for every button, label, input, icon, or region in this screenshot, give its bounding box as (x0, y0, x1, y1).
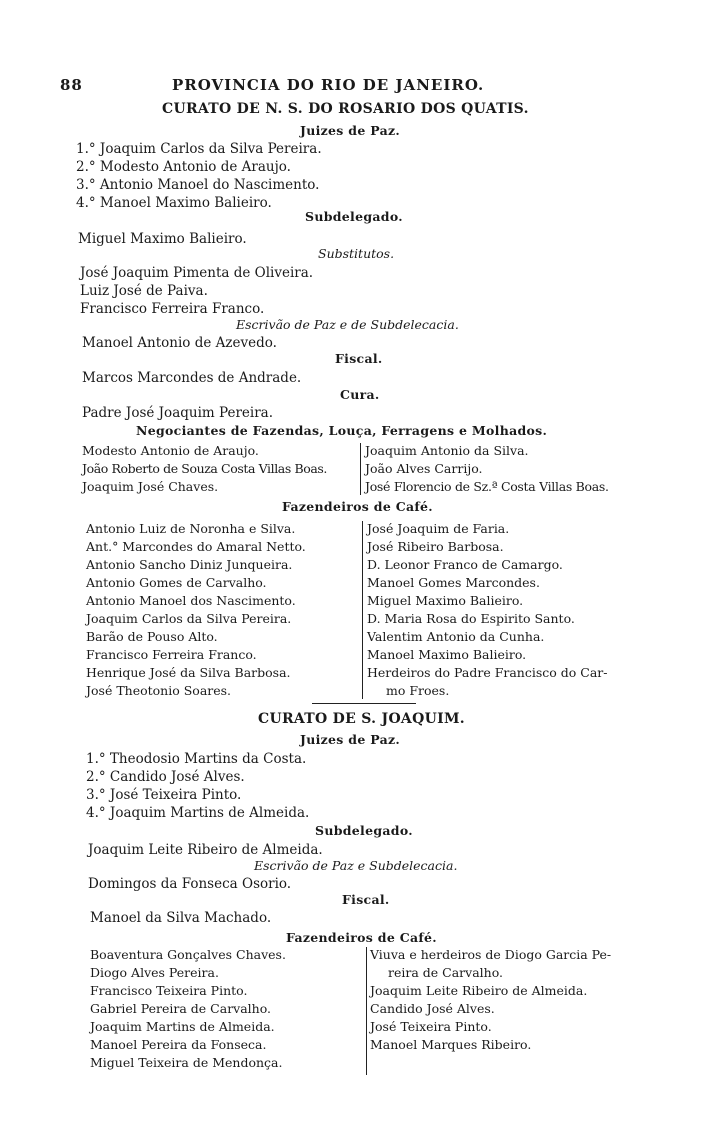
curato1-cura-heading: Cura. (340, 387, 380, 402)
curato2-fazendeiros-heading: Fazendeiros de Café. (286, 930, 437, 945)
curato2-subdelegado-heading: Subdelegado. (315, 823, 413, 838)
curato1-negociantes-heading: Negociantes de Fazendas, Louça, Ferragens e Molhados. (136, 423, 548, 438)
curato1-fazendeiros-heading: Fazendeiros de Café. (282, 499, 433, 514)
curato2-fazendeiro-left-1: Boaventura Gonçalves Chaves. (90, 947, 286, 962)
curato1-juiz-4: 4.° Manoel Maximo Balieiro. (76, 195, 272, 211)
curato1-subdelegado-heading: Subdelegado. (305, 209, 403, 224)
curato1-substituto-3: Francisco Ferreira Franco. (80, 301, 265, 317)
curato1-escrivao: Manoel Antonio de Azevedo. (82, 335, 277, 351)
curato1-fiscal-heading: Fiscal. (335, 351, 383, 366)
curato2-title: CURATO DE S. JOAQUIM. (258, 711, 465, 727)
curato2-fiscal: Manoel da Silva Machado. (90, 910, 272, 926)
curato2-fazendeiro-left-6: Manoel Pereira da Fonseca. (90, 1037, 267, 1052)
curato2-fazendeiro-right-5: José Teixeira Pinto. (370, 1019, 492, 1034)
curato1-substitutos-heading: Substitutos. (318, 246, 395, 261)
running-title: PROVINCIA DO RIO DE JANEIRO. (172, 76, 485, 94)
curato1-negociante-left-1: Modesto Antonio de Araujo. (82, 443, 259, 458)
curato2-subdelegado: Joaquim Leite Ribeiro de Almeida. (88, 842, 323, 858)
curato2-juiz-2: 2.° Candido José Alves. (86, 769, 245, 785)
curato2-fazendeiro-left-4: Gabriel Pereira de Carvalho. (90, 1001, 272, 1016)
curato2-column-divider (366, 947, 367, 1075)
curato1-negociante-right-1: Joaquim Antonio da Silva. (365, 443, 529, 458)
curato2-fazendeiro-left-5: Joaquim Martins de Almeida. (90, 1019, 275, 1034)
curato2-escrivao: Domingos da Fonseca Osorio. (88, 876, 292, 892)
curato1-fazendeiro-right-6: D. Maria Rosa do Espirito Santo. (367, 611, 575, 626)
curato1-fazendeiro-right-7: Valentim Antonio da Cunha. (367, 629, 545, 644)
curato1-fazendeiro-right-8: Manoel Maximo Balieiro. (367, 647, 527, 662)
curato2-fazendeiro-right-2: reira de Carvalho. (388, 965, 503, 980)
curato2-fazendeiro-right-1: Viuva e herdeiros de Diogo Garcia Pe- (370, 947, 612, 962)
curato1-negociante-left-3: Joaquim José Chaves. (82, 479, 219, 494)
page-number: 88 (60, 76, 83, 94)
curato1-fazendeiro-left-5: Antonio Manoel dos Nascimento. (86, 593, 296, 608)
curato1-juiz-3: 3.° Antonio Manoel do Nascimento. (76, 177, 320, 193)
curato1-negociante-right-3: José Florencio de Sz.ª Costa Villas Boas. (365, 479, 609, 494)
curato2-fazendeiro-left-7: Miguel Teixeira de Mendonça. (90, 1055, 283, 1070)
curato2-fazendeiro-right-6: Manoel Marques Ribeiro. (370, 1037, 532, 1052)
curato1-juizes-heading: Juizes de Paz. (300, 123, 401, 138)
curato2-fazendeiro-right-3: Joaquim Leite Ribeiro de Almeida. (370, 983, 588, 998)
curato2-fiscal-heading: Fiscal. (342, 892, 390, 907)
curato1-fazendeiro-right-2: José Ribeiro Barbosa. (367, 539, 504, 554)
curato1-juiz-1: 1.° Joaquim Carlos da Silva Pereira. (76, 141, 322, 157)
curato1-cura: Padre José Joaquim Pereira. (82, 405, 274, 421)
curato1-fazendeiro-left-2: Ant.° Marcondes do Amaral Netto. (86, 539, 306, 554)
negociantes-column-divider (360, 443, 361, 495)
curato1-title: CURATO DE N. S. DO ROSARIO DOS QUATIS. (162, 101, 529, 117)
curato1-substituto-2: Luiz José de Paiva. (80, 283, 208, 299)
curato1-fazendeiro-right-3: D. Leonor Franco de Camargo. (367, 557, 563, 572)
curato1-substituto-1: José Joaquim Pimenta de Oliveira. (80, 265, 314, 281)
curato1-fazendeiro-right-9: Herdeiros do Padre Francisco do Car- (367, 665, 608, 680)
curato1-fazendeiro-left-1: Antonio Luiz de Noronha e Silva. (86, 521, 296, 536)
fazendeiros-column-divider (362, 521, 363, 699)
curato1-fazendeiro-left-10: José Theotonio Soares. (86, 683, 232, 698)
curato1-fazendeiro-left-3: Antonio Sancho Diniz Junqueira. (86, 557, 293, 572)
curato1-escrivao-heading: Escrivão de Paz e de Subdelecacia. (236, 317, 459, 332)
curato1-fazendeiro-left-6: Joaquim Carlos da Silva Pereira. (86, 611, 292, 626)
curato1-juiz-2: 2.° Modesto Antonio de Araujo. (76, 159, 291, 175)
curato2-fazendeiro-left-2: Diogo Alves Pereira. (90, 965, 219, 980)
curato2-juiz-1: 1.° Theodosio Martins da Costa. (86, 751, 307, 767)
curato1-fazendeiro-left-8: Francisco Ferreira Franco. (86, 647, 257, 662)
curato1-fiscal: Marcos Marcondes de Andrade. (82, 370, 302, 386)
curato2-juizes-heading: Juizes de Paz. (300, 732, 401, 747)
curato2-juiz-3: 3.° José Teixeira Pinto. (86, 787, 242, 803)
curato2-juiz-4: 4.° Joaquim Martins de Almeida. (86, 805, 310, 821)
curato1-fazendeiro-right-5: Miguel Maximo Balieiro. (367, 593, 524, 608)
curato1-fazendeiro-left-7: Barão de Pouso Alto. (86, 629, 218, 644)
curato2-fazendeiro-left-3: Francisco Teixeira Pinto. (90, 983, 248, 998)
curato1-fazendeiro-right-1: José Joaquim de Faria. (367, 521, 510, 536)
curato1-subdelegado: Miguel Maximo Balieiro. (78, 231, 247, 247)
curato1-negociante-left-2: João Roberto de Souza Costa Villas Boas. (82, 461, 327, 476)
curato1-fazendeiro-right-4: Manoel Gomes Marcondes. (367, 575, 540, 590)
section-divider (312, 703, 416, 704)
curato2-fazendeiro-right-4: Candido José Alves. (370, 1001, 495, 1016)
curato1-fazendeiro-left-4: Antonio Gomes de Carvalho. (86, 575, 267, 590)
curato2-escrivao-heading: Escrivão de Paz e Subdelecacia. (254, 858, 458, 873)
curato1-negociante-right-2: João Alves Carrijo. (365, 461, 483, 476)
curato1-fazendeiro-right-10: mo Froes. (386, 683, 450, 698)
curato1-fazendeiro-left-9: Henrique José da Silva Barbosa. (86, 665, 291, 680)
